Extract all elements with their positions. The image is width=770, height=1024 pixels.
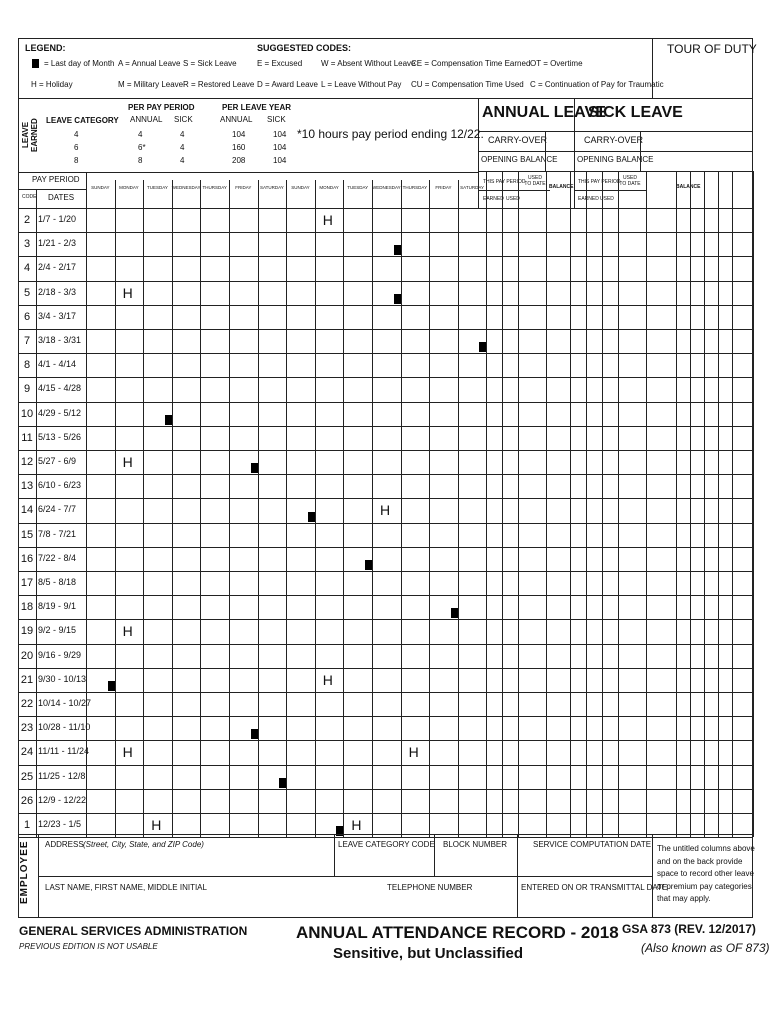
pay-period-code: 17 xyxy=(20,577,34,589)
ly-annual-header: ANNUAL xyxy=(220,115,253,124)
balance-col-line xyxy=(502,171,503,837)
annual-earned-label: EARNED xyxy=(483,196,504,202)
pay-period-code: 1 xyxy=(23,819,31,831)
day-header: SUNDAY xyxy=(291,185,310,190)
balance-col-line xyxy=(570,171,571,837)
employee-div-1 xyxy=(334,834,335,876)
grid-row-line xyxy=(18,450,753,451)
leave-earned-value: 160 xyxy=(232,143,246,152)
pay-period-dates: 9/2 - 9/15 xyxy=(38,625,77,636)
day-header: WEDNESDAY xyxy=(372,185,401,190)
pay-period-code: 25 xyxy=(20,770,34,783)
grid-row-line xyxy=(18,619,753,620)
pay-period-dates: 5/27 - 6/9 xyxy=(38,456,77,466)
grid-top xyxy=(18,208,753,209)
holiday-mark: H xyxy=(380,502,391,519)
side-note-line: or premium pay categories xyxy=(657,881,752,891)
leave-earned-value: 208 xyxy=(232,156,246,165)
day-header: FRIDAY xyxy=(235,185,252,190)
annual-leave-title: ANNUAL LEAVE xyxy=(482,104,606,121)
last-day-of-month-marker xyxy=(394,245,401,255)
pay-period-header: PAY PERIOD xyxy=(32,175,80,184)
entered-on-label: ENTERED ON OR TRANSMITTAL DATE xyxy=(521,883,668,892)
grid-row-line xyxy=(18,813,753,814)
day-header: SATURDAY xyxy=(460,185,485,190)
suggested-item: L = Leave Without Pay xyxy=(321,80,402,89)
form-aka: (Also known as OF 873) xyxy=(641,941,770,955)
pay-period-code: 21 xyxy=(20,673,34,686)
side-note xyxy=(657,843,755,906)
side-note-line: that may apply. xyxy=(657,894,711,903)
side-note-line: space to record other leave xyxy=(657,869,754,878)
suggested-codes-title: SUGGESTED CODES: xyxy=(257,43,352,53)
day-col-line xyxy=(115,180,116,837)
pay-period-dates: 4/15 - 4/28 xyxy=(38,383,82,394)
side-note-line: and on the back provide xyxy=(657,856,743,866)
pay-period-dates: 11/11 - 11/24 xyxy=(38,746,90,757)
pay-period-dates: 2/4 - 2/17 xyxy=(38,262,77,273)
pay-period-dates: 2/18 - 3/3 xyxy=(38,286,77,297)
employee-div-4 xyxy=(652,834,653,918)
leave-earned-value: 4 xyxy=(74,130,79,139)
suggested-item: C = Continuation of Pay for Traumatic xyxy=(530,80,664,89)
day-col-line xyxy=(401,180,402,837)
grid-row-line xyxy=(18,692,753,693)
last-day-of-month-marker xyxy=(451,608,458,618)
per-pay-period-label: PER PAY PERIOD xyxy=(128,103,195,112)
balance-col-line xyxy=(753,171,754,837)
per-leave-year-label: PER LEAVE YEAR xyxy=(222,103,292,112)
employee-name-label: LAST NAME, FIRST NAME, MIDDLE INITIAL xyxy=(45,883,207,892)
pay-period-code: 22 xyxy=(20,698,34,710)
grid-row-line xyxy=(18,644,753,645)
employee-div-3 xyxy=(517,834,518,918)
ob-divider-sick xyxy=(640,151,641,171)
last-day-of-month-marker xyxy=(165,415,172,425)
side-note-line: The untitled columns above xyxy=(657,844,755,853)
day-col-line xyxy=(229,180,230,837)
pay-period-note: *10 hours pay period ending 12/22. xyxy=(297,127,484,141)
pay-period-dates: 7/22 - 8/4 xyxy=(38,552,77,563)
day-col-line xyxy=(258,180,259,837)
grid-row-line xyxy=(18,571,753,572)
grid-row-line xyxy=(18,256,753,257)
balance-col-line xyxy=(732,171,733,837)
grid-row-line xyxy=(18,740,753,741)
grid-row-line xyxy=(18,595,753,596)
grid-row-line xyxy=(18,232,753,233)
leave-earned-side-label xyxy=(20,108,42,168)
day-header: TUESDAY xyxy=(347,185,369,190)
last-day-of-month-marker xyxy=(394,294,401,304)
form-number: GSA 873 (REV. 12/2017) xyxy=(622,922,756,936)
pay-period-dates: 1/7 - 1/20 xyxy=(38,214,77,224)
holiday-mark: H xyxy=(122,454,133,470)
grid-row-line xyxy=(18,668,753,669)
pay-period-code: 15 xyxy=(20,528,34,541)
pay-period-code: 12 xyxy=(20,456,34,468)
day-header: TUESDAY xyxy=(147,185,168,190)
pay-period-code: 11 xyxy=(21,431,33,444)
employee-side-label: EMPLOYEE xyxy=(19,840,30,904)
grid-row-line xyxy=(18,281,753,282)
suggested-item: W = Absent Without Leave xyxy=(321,59,416,68)
pay-period-code: 5 xyxy=(23,286,31,299)
day-col-line xyxy=(172,180,173,837)
annual-this-pay-period: THIS PAY PERIOD xyxy=(483,179,526,185)
form-subtitle: Sensitive, but Unclassified xyxy=(333,945,524,962)
balance-col-line xyxy=(676,171,677,837)
pay-period-dates: 12/9 - 12/22 xyxy=(38,794,87,805)
carry-divider-sick xyxy=(640,131,641,151)
telephone-label: TELEPHONE NUMBER xyxy=(387,883,473,892)
leave-earned-value: 104 xyxy=(232,130,246,139)
grid-row-line xyxy=(18,353,753,354)
legend-item: M = Military Leave xyxy=(118,80,184,89)
leave-side-text: LEAVE xyxy=(21,121,30,148)
address-hint: (Street, City, State, and ZIP Code) xyxy=(83,840,204,849)
pay-period-dates: 6/24 - 7/7 xyxy=(38,504,77,515)
pay-period-code: 18 xyxy=(20,601,34,614)
last-day-of-month-marker xyxy=(479,342,486,352)
holiday-mark: H xyxy=(122,284,133,301)
service-computation-date-label: SERVICE COMPUTATION DATE xyxy=(533,840,652,849)
pay-period-dates: 10/28 - 11/10 xyxy=(38,722,91,733)
pay-period-code: 8 xyxy=(23,359,31,372)
sick-used-to-date: USED TO DATE xyxy=(619,175,641,187)
day-col-line xyxy=(200,180,201,837)
grid-row-line xyxy=(18,377,753,378)
previous-edition-note: PREVIOUS EDITION IS NOT USABLE xyxy=(19,942,158,951)
last-day-marker-icon xyxy=(32,59,39,68)
pay-period-code: 16 xyxy=(20,552,34,565)
pp-sick-header: SICK xyxy=(174,115,193,124)
pay-period-dates: 12/23 - 1/5 xyxy=(38,819,82,829)
form-title: ANNUAL ATTENDANCE RECORD - 2018 xyxy=(296,923,619,942)
pay-period-dates: 8/19 - 9/1 xyxy=(38,601,77,612)
leave-earned-value: 104 xyxy=(273,143,287,152)
leave-category-label: LEAVE CATEGORY xyxy=(46,116,119,125)
pay-period-dates: 7/8 - 7/21 xyxy=(38,528,77,539)
pp-header-split xyxy=(18,189,86,190)
grid-row-line xyxy=(18,523,753,524)
last-day-of-month-marker xyxy=(108,681,115,691)
leave-earned-value: 6* xyxy=(138,143,146,152)
pay-period-code: 2 xyxy=(23,214,31,226)
pay-period-code: 3 xyxy=(23,238,31,251)
employee-side-divider xyxy=(38,834,39,918)
pay-period-code: 9 xyxy=(23,383,31,396)
last-day-of-month-marker xyxy=(365,560,372,570)
balance-col-line xyxy=(618,171,619,837)
pay-period-code: 14 xyxy=(20,504,34,517)
form-frame xyxy=(18,38,753,918)
pay-period-code: 20 xyxy=(20,649,34,662)
pay-period-dates: 1/21 - 2/3 xyxy=(38,238,77,249)
ob-bottom xyxy=(478,171,753,172)
holiday-mark: H xyxy=(322,671,333,688)
balances-divider xyxy=(478,98,479,208)
earned-side-text: EARNED xyxy=(30,118,39,152)
day-col-line xyxy=(458,180,459,837)
pay-period-code: 19 xyxy=(20,625,34,638)
tour-of-duty-label: TOUR OF DUTY xyxy=(667,42,757,56)
holiday-mark: H xyxy=(322,212,333,228)
annual-used-to-date: USED TO DATE xyxy=(524,175,546,187)
pay-period-dates: 3/18 - 3/31 xyxy=(38,335,82,345)
legend-title: LEGEND: xyxy=(25,43,66,53)
last-day-of-month-marker xyxy=(251,729,258,739)
agency-name: GENERAL SERVICES ADMINISTRATION xyxy=(19,924,248,938)
annual-carry-over: CARRY-OVER xyxy=(488,135,548,145)
suggested-item: CU = Compensation Time Used xyxy=(411,80,524,89)
dates-header: DATES xyxy=(48,193,75,202)
pay-period-code: 4 xyxy=(23,262,31,275)
leave-earned-value: 8 xyxy=(74,156,79,165)
day-col-line xyxy=(315,180,316,837)
balance-col-line xyxy=(718,171,719,837)
grid-row-line xyxy=(18,498,753,499)
grid-row-line xyxy=(18,765,753,766)
balance-col-line xyxy=(646,171,647,837)
carry-bottom xyxy=(478,151,753,152)
annual-used-label: USED xyxy=(506,196,520,202)
pay-period-dates: 9/30 - 10/13 xyxy=(38,673,87,684)
day-header: THURSDAY xyxy=(202,185,227,190)
day-header: FRIDAY xyxy=(435,185,452,190)
day-col-line xyxy=(343,180,344,837)
sick-balance-label: BALANCE xyxy=(676,184,701,190)
dates-col-line xyxy=(86,172,87,837)
legend-divider xyxy=(18,98,753,99)
pay-period-code: 26 xyxy=(20,794,34,807)
pay-period-dates: 10/14 - 10/27 xyxy=(38,698,92,708)
sick-carry-over: CARRY-OVER xyxy=(584,135,644,145)
grid-row-line xyxy=(18,305,753,306)
day-col-line xyxy=(286,180,287,837)
balance-col-line xyxy=(586,171,587,837)
pay-period-dates: 3/4 - 3/17 xyxy=(38,310,77,321)
leave-earned-value: 4 xyxy=(180,130,185,139)
balance-col-line xyxy=(690,171,691,837)
day-header: MONDAY xyxy=(319,185,339,190)
holiday-mark: H xyxy=(122,623,133,640)
day-col-line xyxy=(429,180,430,837)
legend-item: = Last day of Month xyxy=(44,59,115,68)
pay-period-dates: 9/16 - 9/29 xyxy=(38,649,82,660)
carry-divider-annual xyxy=(545,131,546,151)
ly-sick-header: SICK xyxy=(267,115,286,124)
employee-top xyxy=(18,834,753,835)
balance-col-line xyxy=(704,171,705,837)
pp-annual-header: ANNUAL xyxy=(130,115,163,124)
legend-item: R = Restored Leave xyxy=(183,80,255,89)
leave-category-code-label: LEAVE CATEGORY CODE xyxy=(338,840,435,849)
annual-opening-balance: OPENING BALANCE xyxy=(481,155,558,164)
sick-this-pay-period: THIS PAY PERIOD xyxy=(578,179,621,185)
leave-earned-value: 4 xyxy=(138,130,143,139)
annual-tpp-split xyxy=(478,190,550,191)
grid-row-line xyxy=(18,474,753,475)
grid-row-line xyxy=(18,426,753,427)
sick-used-label: USED xyxy=(600,196,614,202)
grid-row-line xyxy=(18,329,753,330)
pay-period-dates: 11/25 - 12/8 xyxy=(38,770,86,781)
pay-period-code: 6 xyxy=(23,310,31,323)
pay-period-code: 7 xyxy=(23,335,31,347)
suggested-item: E = Excused xyxy=(257,59,303,68)
last-day-of-month-marker xyxy=(308,512,315,522)
day-header: THURSDAY xyxy=(402,185,428,190)
day-col-line xyxy=(143,180,144,837)
legend-item: H = Holiday xyxy=(31,80,73,89)
pay-period-dates: 8/5 - 8/18 xyxy=(38,577,77,587)
legend-item: S = Sick Leave xyxy=(183,59,237,68)
pay-period-code: 23 xyxy=(20,722,34,735)
ob-divider-annual xyxy=(545,151,546,171)
pay-period-dates: 5/13 - 5/26 xyxy=(38,431,82,442)
leave-earned-value: 6 xyxy=(74,143,79,152)
day-header: SATURDAY xyxy=(259,185,284,190)
day-header: WEDNESDAY xyxy=(171,185,201,190)
last-day-of-month-marker xyxy=(251,463,258,473)
annual-balance-label: BALANCE xyxy=(549,184,574,190)
suggested-item: CE = Compensation Time Earned xyxy=(411,59,531,68)
employee-mid xyxy=(38,876,652,877)
leave-earned-value: 8 xyxy=(138,156,143,165)
code-col-line xyxy=(36,189,37,837)
pay-period-code: 24 xyxy=(20,746,34,759)
pay-period-dates: 4/1 - 4/14 xyxy=(38,359,77,370)
sick-earned-label: EARNED xyxy=(578,196,599,202)
pay-period-dates: 6/10 - 6/23 xyxy=(38,480,82,491)
grid-row-line xyxy=(18,716,753,717)
last-day-of-month-marker xyxy=(279,778,286,788)
grid-row-line xyxy=(18,547,753,548)
holiday-mark: H xyxy=(151,817,162,833)
leave-earned-value: 104 xyxy=(273,156,287,165)
leave-earned-value: 4 xyxy=(180,143,185,152)
balance-col-line xyxy=(546,171,547,837)
grid-row-line xyxy=(18,402,753,403)
grid-header-top xyxy=(18,172,478,173)
balance-col-line xyxy=(486,171,487,837)
holiday-mark: H xyxy=(408,744,419,761)
holiday-mark: H xyxy=(351,817,362,833)
grid-row-line xyxy=(18,837,753,838)
balance-col-line xyxy=(518,171,519,837)
sick-leave-title: SICK LEAVE xyxy=(588,104,683,121)
pay-period-code: 13 xyxy=(20,480,34,493)
title-divider xyxy=(478,131,753,132)
leave-earned-value: 104 xyxy=(273,130,287,139)
holiday-mark: H xyxy=(122,744,133,761)
code-header: CODE xyxy=(22,194,37,200)
pay-period-dates: 4/29 - 5/12 xyxy=(38,407,82,418)
block-number-label: BLOCK NUMBER xyxy=(443,840,508,849)
suggested-item: OT = Overtime xyxy=(530,59,583,68)
leave-earned-value: 4 xyxy=(180,156,185,165)
sick-opening-balance: OPENING BALANCE xyxy=(577,155,654,164)
day-header: SUNDAY xyxy=(91,185,110,190)
suggested-item: D = Award Leave xyxy=(257,80,319,89)
sick-tpp-split xyxy=(574,190,646,191)
address-label: ADDRESS xyxy=(45,840,84,849)
pay-period-code: 10 xyxy=(20,407,34,420)
day-header: MONDAY xyxy=(119,185,139,190)
legend-item: A = Annual Leave xyxy=(118,59,181,68)
tour-divider xyxy=(652,38,653,98)
grid-row-line xyxy=(18,789,753,790)
balance-col-line xyxy=(602,171,603,837)
day-col-line xyxy=(372,180,373,837)
